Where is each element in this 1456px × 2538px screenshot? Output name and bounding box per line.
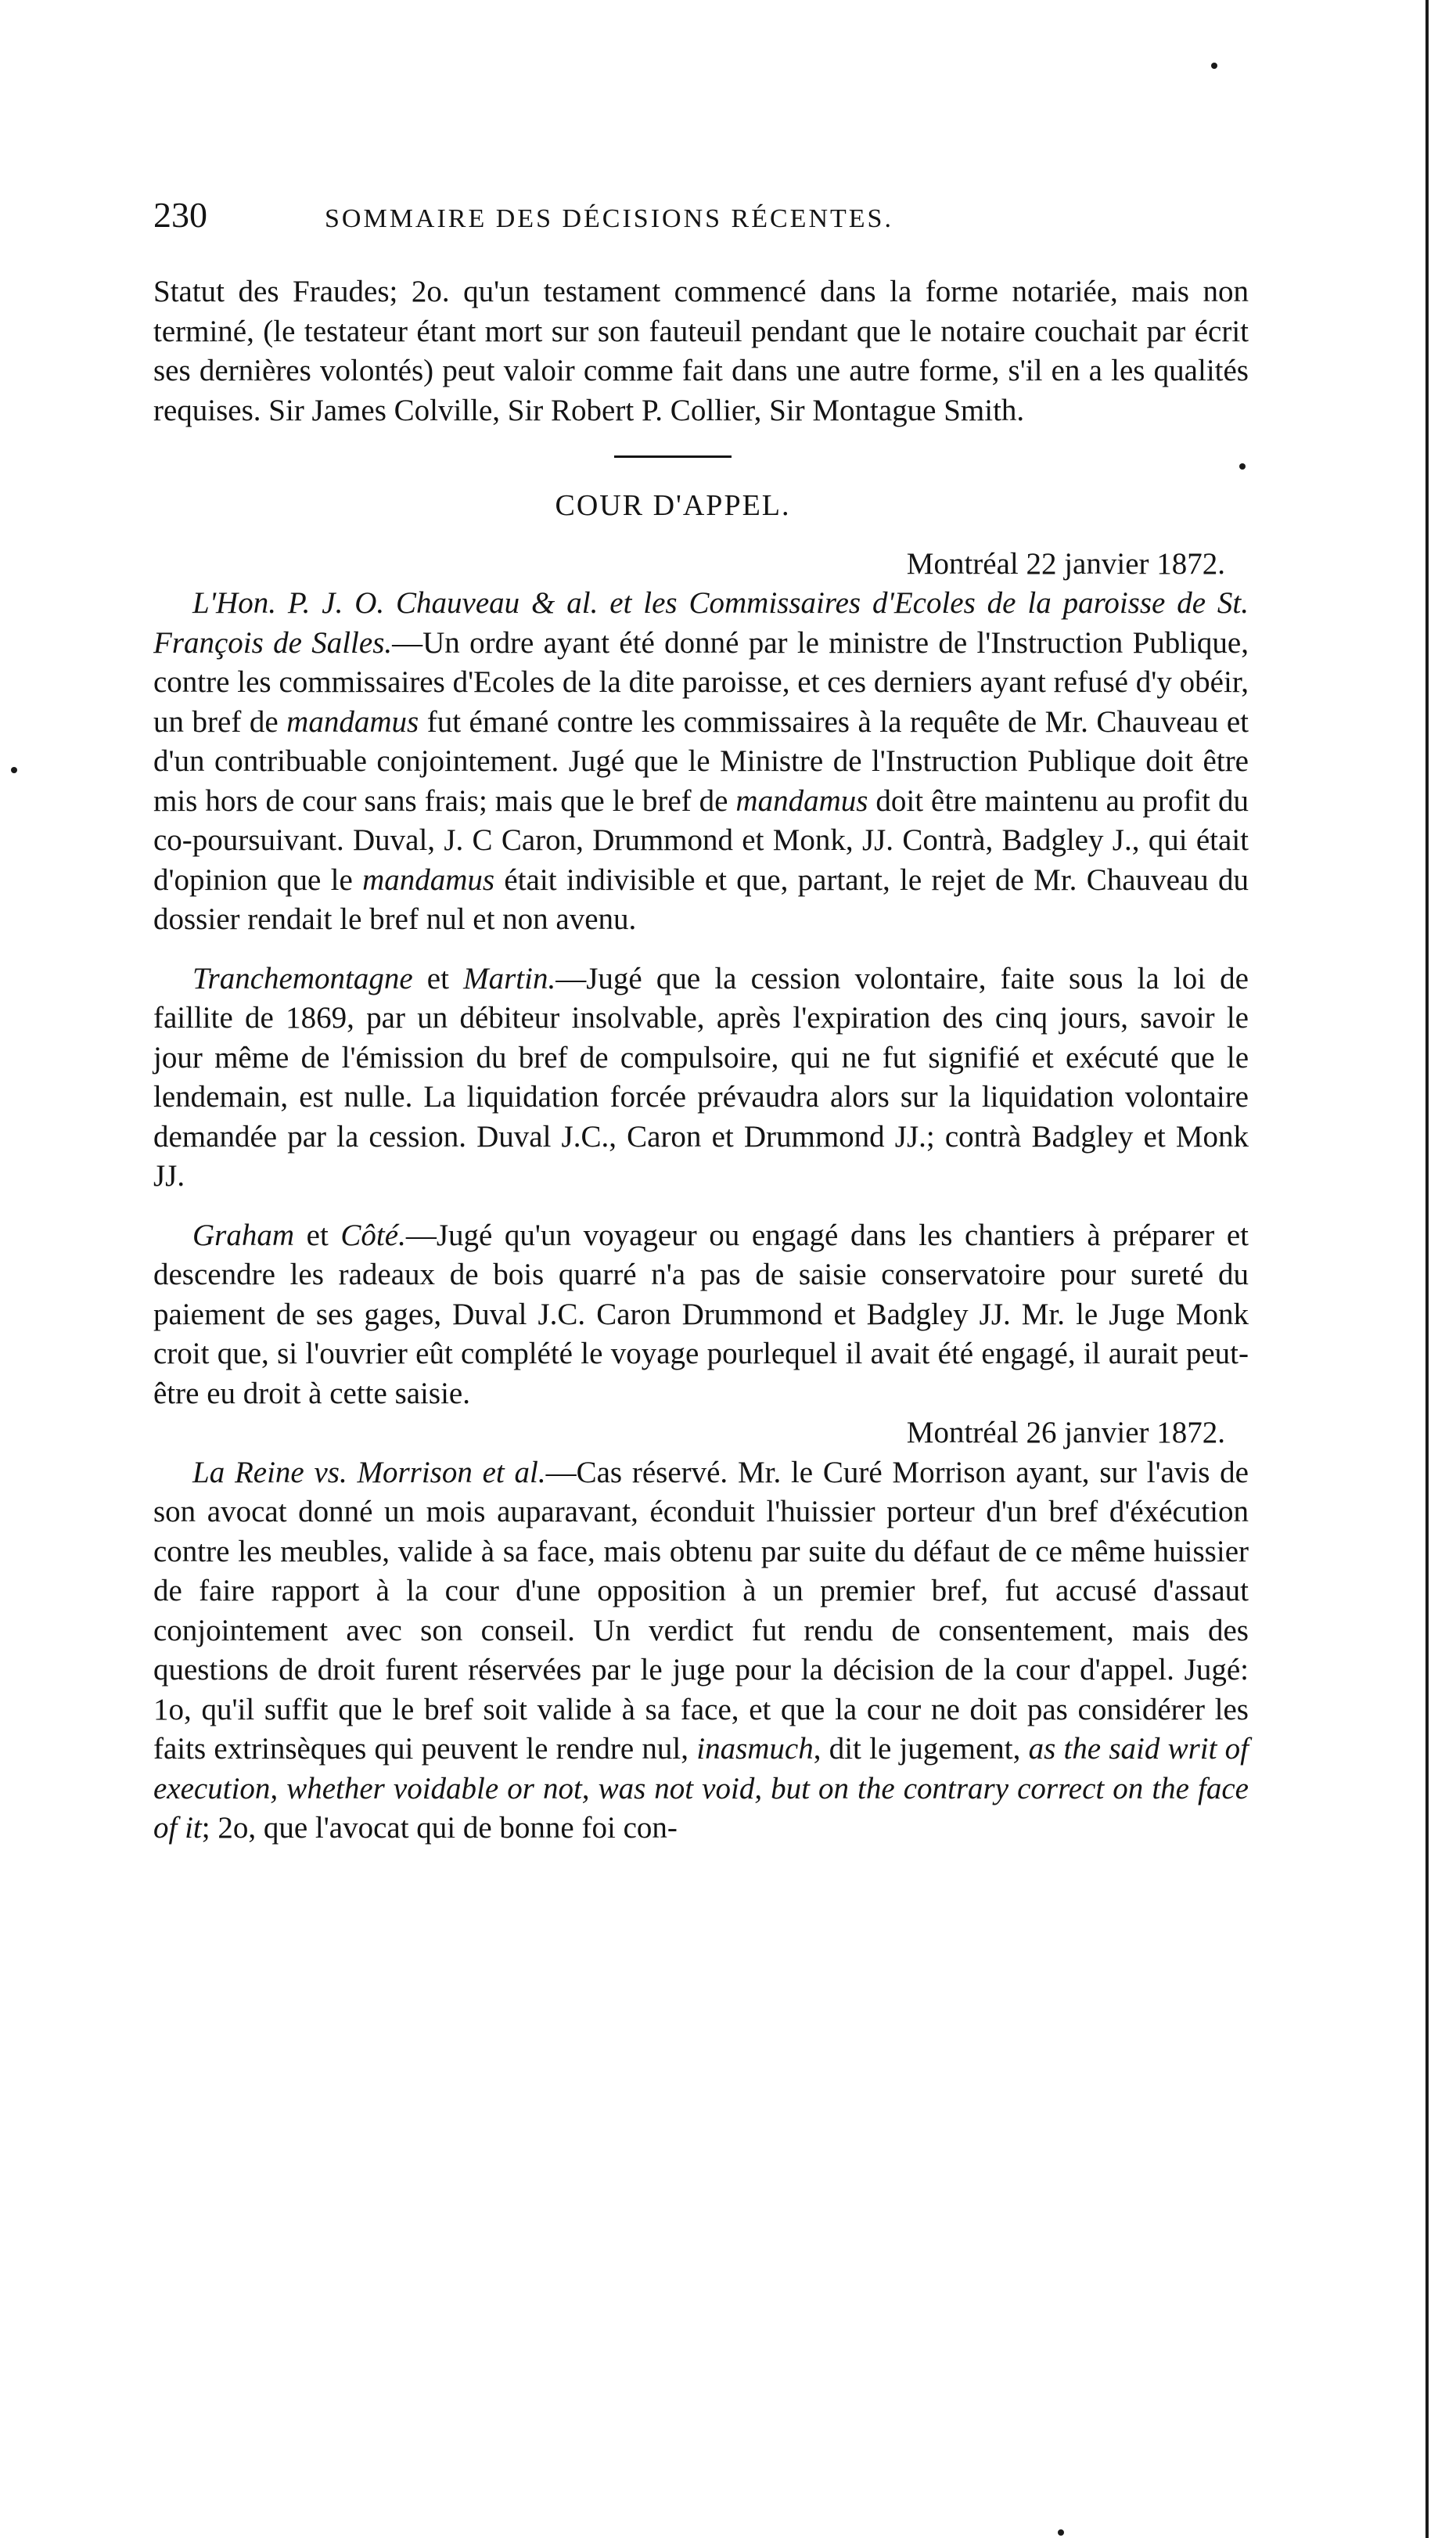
connector: et xyxy=(412,961,464,995)
case-paragraph-chauveau xyxy=(153,584,1249,940)
case-text: —Cas réservé. Mr. le Curé Morrison ayant, sur l'avis de son avocat donné un mois auparavant, éconduit l'huissier porteur d'un bref d'éxécution contre les meubles, valide à sa face, mais obtenu par suite du défaut de ce même huissier de faire rapport à la cour d'une opposition à un premier bref, fut accusé d'assaut conjointement avec son conseil. Un verdict fut rendu de consentement, mais des questions de droit furent réservées par le juge pour la décision de la cour d'appel. Jugé: 1o, qu'il suffit que le bref soit valide à sa face, et que la cour ne doit pas considérer les faits extrinsèques qui peuvent le rendre nul, xyxy=(153,1455,1249,1766)
italic-term: mandamus xyxy=(286,704,419,739)
page-header xyxy=(153,196,1249,243)
party-name: Tranchemontagne xyxy=(192,961,413,995)
italic-term: inasmuch xyxy=(696,1732,814,1766)
case-text: —Jugé que la cession volontaire, faite sous la loi de faillite de 1869, par un débiteur insolvable, après l'expiration des cinq jours, savoir le jour même de l'émission du bref de compulsoire, qui ne fut signifié et exécuté que le lendemain, est nulle. La liquidation forcée prévaudra alors sur la liquidation volontaire demandée par la cession. Duval J.C., Caron et Drummond JJ.; contrà Badgley et Monk JJ. xyxy=(153,961,1249,1193)
case-title: L'Hon. P. J. O. Chauveau & al. et les Commissaires d'Ecoles de la paroisse de St. François de Salles. xyxy=(153,586,1249,660)
party-name: Côté. xyxy=(340,1218,406,1252)
italic-quote: as the said writ of execution, whether voidable or not, was not void, but on the contrary correct on the face of it xyxy=(153,1732,1249,1845)
case-text: ; 2o, que l'avocat qui de bonne foi con- xyxy=(201,1811,678,1845)
italic-term: mandamus xyxy=(362,862,495,897)
page-edge-line xyxy=(1425,0,1429,2538)
case-text: , dit le jugement, xyxy=(813,1732,1029,1766)
case-text: fut émané contre les commissaires à la requête de Mr. Chauveau et d'un contribuable conjointement. Jugé que le Ministre de l'Instruction Publique doit être mis hors de cour sans frais; mais que le bref de xyxy=(153,704,1249,818)
ink-speck xyxy=(1211,63,1217,69)
page-number: 230 xyxy=(153,195,207,235)
case-paragraph-tranchemontagne xyxy=(153,959,1249,1197)
case-title: La Reine vs. Morrison et al. xyxy=(192,1455,546,1489)
case-text: —Un ordre ayant été donné par le ministre de l'Instruction Publique, contre les commissaires d'Ecoles de la dite paroisse, et ces derniers ayant refusé d'y obéir, un bref de xyxy=(153,625,1249,739)
case-paragraph-morrison xyxy=(153,1453,1249,1849)
ink-speck xyxy=(11,767,17,773)
running-title: SOMMAIRE DES DÉCISIONS RÉCENTES. xyxy=(325,204,893,233)
intro-paragraph: Statut des Fraudes; 2o. qu'un testament commencé dans la forme notariée, mais non terminé, (le testateur étant mort sur son fauteuil pendant que le notaire couchait par écrit ses dernières volontés) peut valoir comme fait dans une autre forme, s'il en a les qualités requises. Sir James Colville, Sir Robert P. Collier, Sir Montague Smith. xyxy=(153,275,1249,427)
dateline: Montréal 22 janvier 1872. xyxy=(906,546,1225,581)
section-divider xyxy=(614,455,732,458)
ink-speck xyxy=(1058,2529,1064,2536)
case-paragraph-graham xyxy=(153,1216,1249,1414)
court-heading: COUR D'APPEL. xyxy=(555,489,791,522)
italic-term: mandamus xyxy=(735,783,868,818)
case-text: doit être maintenu au profit du co-poursuivant. Duval, J. C Caron, Drummond et Monk, JJ. Contrà, Badgley J., qui était d'opinion que le xyxy=(153,783,1249,897)
party-name: Graham xyxy=(192,1218,295,1252)
case-text: —Jugé qu'un voyageur ou engagé dans les chantiers à préparer et descendre les radeaux de bois quarré n'a pas de saisie conservatoire pour sureté du paiement de ses gages, Duval J.C. Caron Drummond et Badgley JJ. Mr. le Juge Monk croit que, si l'ouvrier eût complété le voyage pourlequel il avait été engagé, il aurait peut-être eu droit à cette saisie. xyxy=(153,1218,1249,1410)
case-text: était indivisible et que, partant, le rejet de Mr. Chauveau du dossier rendait le bref nul et non avenu. xyxy=(153,862,1249,936)
dateline: Montréal 26 janvier 1872. xyxy=(906,1416,1225,1449)
connector: et xyxy=(294,1218,341,1252)
document-page xyxy=(153,196,1249,1849)
party-name: Martin. xyxy=(463,961,556,995)
